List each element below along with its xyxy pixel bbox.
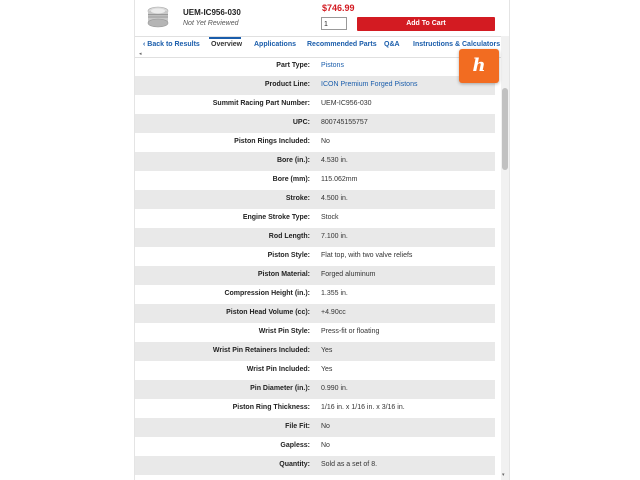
spec-row bbox=[135, 323, 495, 342]
spec-value: 4.500 in. bbox=[321, 195, 348, 202]
active-tab-indicator bbox=[209, 37, 241, 39]
spec-row bbox=[135, 171, 495, 190]
spec-label: Rod Length: bbox=[268, 233, 310, 240]
spec-row bbox=[135, 304, 495, 323]
spec-value: Forged aluminum bbox=[321, 271, 376, 278]
spec-label: Engine Stroke Type: bbox=[242, 214, 310, 221]
spec-value: Stock bbox=[321, 214, 339, 221]
product-page-frame bbox=[134, 0, 510, 480]
spec-value: Press-fit or floating bbox=[321, 328, 380, 335]
spec-value-link[interactable]: ICON Premium Forged Pistons bbox=[321, 81, 418, 88]
tab-recommended-parts[interactable]: Recommended Parts bbox=[307, 41, 377, 48]
product-header bbox=[135, 0, 501, 36]
spec-value: 115.062mm bbox=[321, 176, 358, 183]
spec-row bbox=[135, 76, 495, 95]
product-sku: UEM-IC956-030 bbox=[183, 8, 241, 17]
spec-row bbox=[135, 285, 495, 304]
spec-row bbox=[135, 266, 495, 285]
spec-row bbox=[135, 247, 495, 266]
spec-label: Gapless: bbox=[280, 442, 310, 449]
spec-value-link[interactable]: Pistons bbox=[321, 62, 344, 69]
spec-row bbox=[135, 114, 495, 133]
product-price: $746.99 bbox=[322, 3, 355, 13]
quantity-input[interactable]: 1 bbox=[321, 17, 347, 30]
spec-label: Wrist Pin Included: bbox=[246, 366, 310, 373]
spec-row bbox=[135, 133, 495, 152]
spec-row bbox=[135, 95, 495, 114]
spec-label: Compression Height (in.): bbox=[224, 290, 310, 297]
spec-row bbox=[135, 152, 495, 171]
spec-label: Quantity: bbox=[279, 461, 310, 468]
spec-value: 800745155757 bbox=[321, 119, 368, 126]
tab-overview[interactable]: Overview bbox=[211, 41, 243, 48]
piston-thumbnail-icon[interactable] bbox=[145, 5, 171, 29]
spec-value: No bbox=[321, 442, 330, 449]
spec-label: Pin Diameter (in.): bbox=[250, 385, 310, 392]
spec-label: Product Line: bbox=[264, 81, 310, 88]
spec-label: Summit Racing Part Number: bbox=[212, 100, 310, 107]
spec-label: Piston Style: bbox=[267, 252, 310, 259]
spec-row bbox=[135, 190, 495, 209]
spec-row bbox=[135, 399, 495, 418]
spec-value: No bbox=[321, 423, 330, 430]
spec-value: 4.530 in. bbox=[321, 157, 348, 164]
spec-label: Piston Head Volume (cc): bbox=[226, 309, 310, 316]
spec-row bbox=[135, 57, 495, 76]
tab-applications[interactable]: Applications bbox=[254, 41, 297, 48]
spec-label: Piston Ring Thickness: bbox=[232, 404, 310, 411]
review-status[interactable]: Not Yet Reviewed bbox=[183, 20, 239, 27]
tab-instructions-calculators[interactable]: Instructions & Calculators bbox=[413, 41, 501, 48]
spec-row bbox=[135, 228, 495, 247]
scrollbar-thumb[interactable] bbox=[502, 88, 508, 170]
spec-label: Bore (mm): bbox=[272, 176, 310, 183]
spec-label: File Fit: bbox=[285, 423, 310, 430]
spec-value: Yes bbox=[321, 347, 333, 354]
add-to-cart-button[interactable]: Add To Cart bbox=[357, 17, 495, 31]
spec-label: UPC: bbox=[292, 119, 310, 126]
spec-row bbox=[135, 361, 495, 380]
spec-row bbox=[135, 209, 495, 228]
spec-label: Bore (in.): bbox=[276, 157, 310, 164]
spec-value: 1/16 in. x 1/16 in. x 3/16 in. bbox=[321, 404, 405, 411]
spec-label: Wrist Pin Style: bbox=[258, 328, 310, 335]
product-tab-nav bbox=[135, 36, 501, 58]
spec-label: Part Type: bbox=[276, 62, 310, 69]
spec-value: No bbox=[321, 138, 330, 145]
nav-scroll-left-icon[interactable]: ◂ bbox=[139, 51, 142, 57]
spec-label: Piston Rings Included: bbox=[234, 138, 310, 145]
spec-value: 1.355 in. bbox=[321, 290, 348, 297]
spec-value: UEM-IC956-030 bbox=[321, 100, 372, 107]
spec-value: 0.990 in. bbox=[321, 385, 348, 392]
spec-label: Stroke: bbox=[285, 195, 310, 202]
spec-value: 7.100 in. bbox=[321, 233, 348, 240]
spec-label: Piston Material: bbox=[257, 271, 310, 278]
back-to-results-link[interactable]: ‹ Back to Results bbox=[143, 41, 200, 48]
tab-qa[interactable]: Q&A bbox=[384, 41, 400, 48]
scroll-down-arrow-icon[interactable]: ▾ bbox=[502, 472, 505, 478]
specifications-table bbox=[135, 57, 495, 475]
spec-value: +4.90cc bbox=[321, 309, 346, 316]
spec-row bbox=[135, 342, 495, 361]
honey-extension-icon[interactable]: h bbox=[459, 49, 499, 83]
spec-value: Yes bbox=[321, 366, 333, 373]
spec-row bbox=[135, 418, 495, 437]
spec-row bbox=[135, 456, 495, 475]
spec-row bbox=[135, 437, 495, 456]
spec-value: Flat top, with two valve reliefs bbox=[321, 252, 413, 259]
spec-row bbox=[135, 380, 495, 399]
spec-label: Wrist Pin Retainers Included: bbox=[212, 347, 310, 354]
spec-value: Sold as a set of 8. bbox=[321, 461, 378, 468]
